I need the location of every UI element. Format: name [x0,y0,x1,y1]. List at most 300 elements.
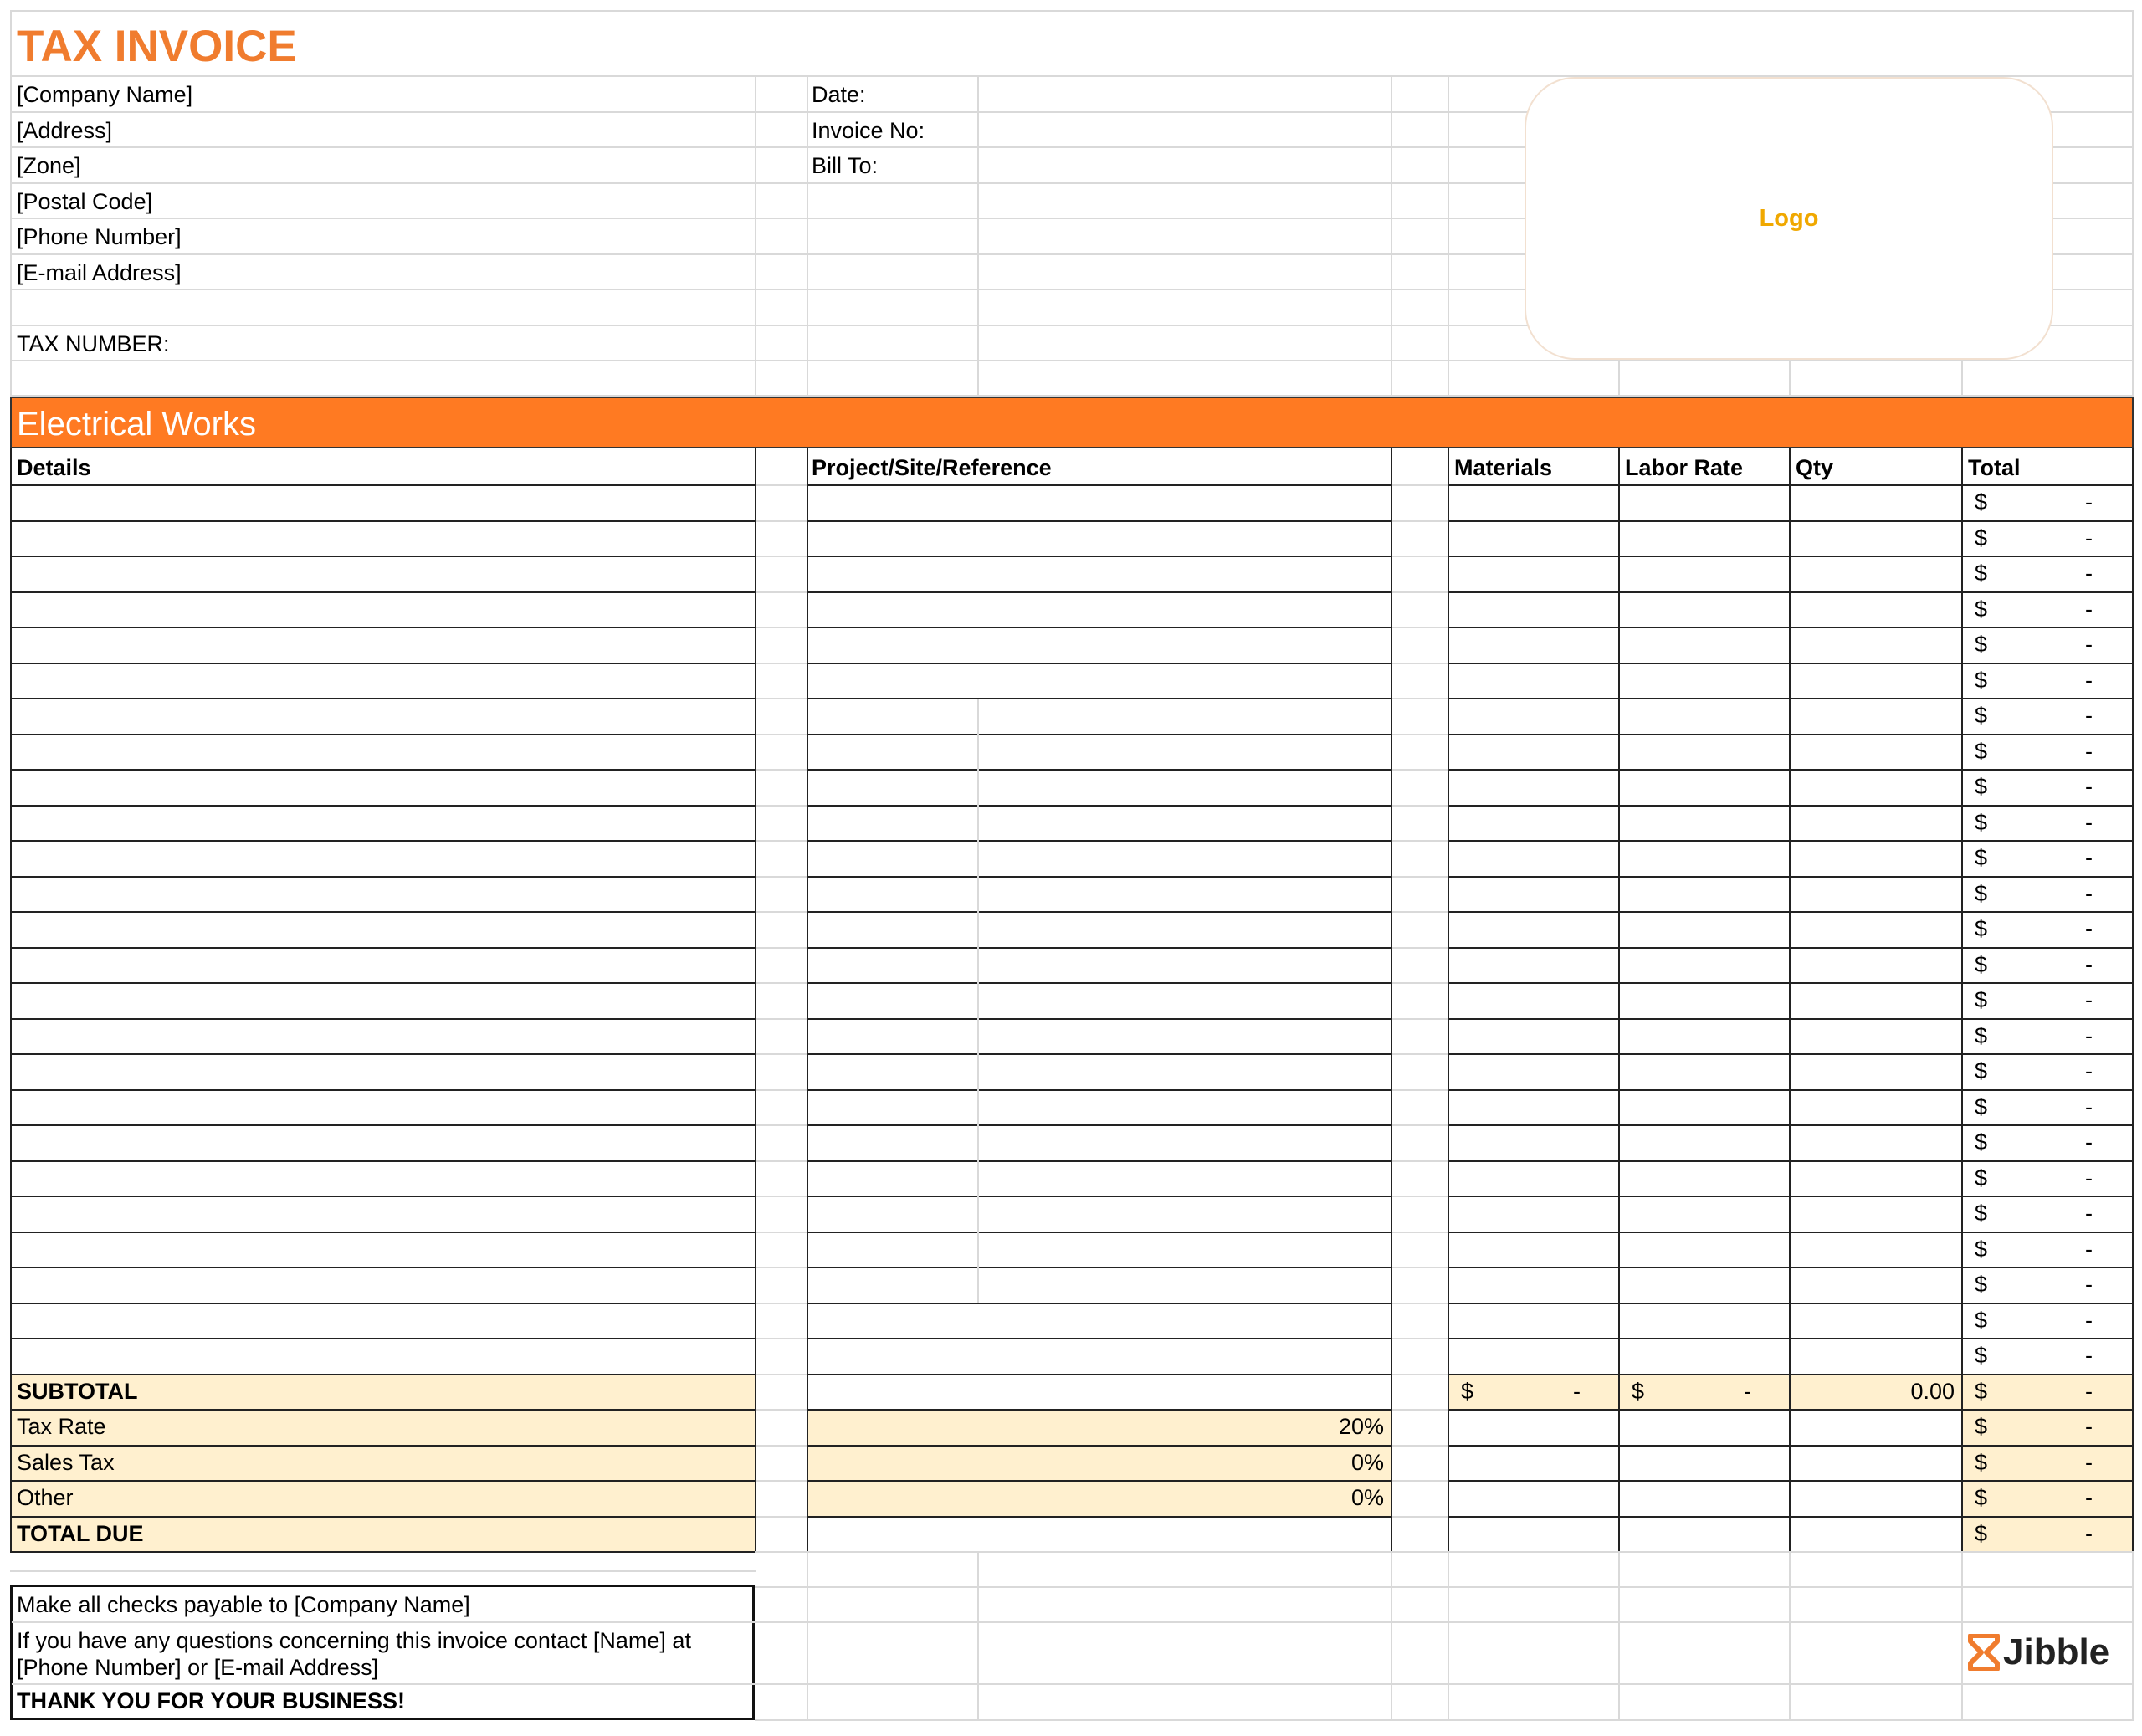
header-grid-col [1448,75,1449,395]
column-header-materials: Materials [1454,455,1553,480]
other-total-value: - [2085,1485,2093,1510]
qty-cell[interactable] [1791,664,1960,698]
materials-cell[interactable] [1449,699,1617,733]
other-total-currency: $ [1975,1485,1988,1510]
materials-cell[interactable] [1449,735,1617,769]
qty-cell[interactable] [1791,1304,1960,1338]
labor-rate-cell[interactable] [1620,486,1787,520]
gap-grid-line [755,1196,808,1197]
project-cell[interactable] [808,878,1389,911]
materials-cell[interactable] [1449,771,1617,804]
row-total-currency: $ [1975,1058,1988,1083]
qty-cell[interactable] [1791,1162,1960,1196]
gap-grid-line [1391,1409,1449,1411]
row-total-currency: $ [1975,668,1988,693]
project-cell[interactable] [808,1162,1389,1196]
qty-cell[interactable] [1791,735,1960,769]
other-label: Other [17,1485,74,1510]
materials-cell[interactable] [1449,1020,1617,1053]
labor-rate-cell[interactable] [1620,664,1787,698]
details-cell[interactable] [12,628,753,662]
sales-tax-total-value: - [2085,1450,2093,1475]
footer-grid-col [1391,1552,1392,1719]
hourglass-icon [1968,1634,2000,1671]
table-col-line [1961,448,1963,1552]
qty-cell[interactable] [1791,1126,1960,1160]
labor-rate-cell[interactable] [1620,949,1787,982]
materials-cell[interactable] [1449,878,1617,911]
details-cell[interactable] [12,842,753,875]
header-grid-col [2132,10,2134,395]
table-row-line [10,1445,756,1447]
row-total-value: - [2085,774,2093,799]
subtotal-total-value: - [2085,1379,2093,1404]
bill-to-label: Bill To: [812,153,879,178]
row-total-value: - [2085,1272,2093,1297]
qty-cell[interactable] [1791,984,1960,1017]
labor-rate-cell[interactable] [1620,1233,1787,1267]
materials-cell[interactable] [1449,1162,1617,1196]
gap-grid-line [1391,769,1449,771]
qty-cell[interactable] [1791,913,1960,946]
qty-cell[interactable] [1791,593,1960,627]
project-cell[interactable] [808,1055,1389,1088]
details-cell[interactable] [12,1268,753,1302]
details-cell[interactable] [12,913,753,946]
materials-cell[interactable] [1449,486,1617,520]
qty-cell[interactable] [1791,1091,1960,1124]
row-total-value: - [2085,1094,2093,1119]
table-col-line [2132,448,2134,1552]
qty-cell[interactable] [1791,771,1960,804]
company-zone[interactable]: [Zone] [17,153,81,178]
project-cell[interactable] [808,699,1389,733]
row-total-value: - [2085,1129,2093,1155]
company-phone[interactable]: [Phone Number] [17,224,182,249]
total-due-value: - [2085,1521,2093,1546]
gap-grid-line [755,556,808,557]
gap-grid-line [755,1232,808,1233]
details-cell[interactable] [12,807,753,840]
gap-grid-line [1391,1480,1449,1482]
subtotal-label: SUBTOTAL [17,1379,138,1404]
qty-cell[interactable] [1791,557,1960,591]
details-cell[interactable] [12,949,753,982]
row-total-value: - [2085,561,2093,586]
subtotal-materials-currency: $ [1461,1379,1474,1404]
qty-cell[interactable] [1791,842,1960,875]
gap-grid-line [1391,876,1449,878]
labor-rate-cell[interactable] [1620,1091,1787,1124]
qty-cell[interactable] [1791,1339,1960,1373]
gap-grid-line [1391,663,1449,664]
row-total-value: - [2085,881,2093,906]
project-cell[interactable] [808,1233,1389,1267]
row-total-currency: $ [1975,1094,1988,1119]
gap-grid-line [755,1267,808,1268]
gap-grid-line [755,627,808,628]
gap-grid-line [1391,1303,1449,1304]
details-cell[interactable] [12,878,753,911]
details-cell[interactable] [12,984,753,1017]
column-header-total: Total [1968,455,2021,480]
materials-cell[interactable] [1449,842,1617,875]
row-total-currency: $ [1975,1165,1988,1191]
gap-grid-line [755,698,808,699]
section-banner [10,397,2134,448]
subtotal-labor-currency: $ [1632,1379,1645,1404]
gap-grid-line [1391,520,1449,522]
row-total-currency: $ [1975,810,1988,835]
row-total-currency: $ [1975,1308,1988,1333]
materials-cell[interactable] [1449,557,1617,591]
qty-cell[interactable] [1791,522,1960,556]
footer-grid-col [977,1552,979,1719]
qty-cell[interactable] [1791,1268,1960,1302]
materials-cell[interactable] [1449,664,1617,698]
gap-grid-line [755,1124,808,1126]
row-total-currency: $ [1975,1129,1988,1155]
table-col-line [1391,448,1392,1552]
labor-rate-cell[interactable] [1620,557,1787,591]
subtotal-labor-value: - [1744,1379,1751,1404]
gap-grid-line [755,982,808,984]
row-total-currency: $ [1975,703,1988,728]
row-total-value: - [2085,987,2093,1012]
row-total-value: - [2085,916,2093,941]
company-email[interactable]: [E-mail Address] [17,260,182,285]
row-total-value: - [2085,810,2093,835]
gap-grid-line [1391,1374,1449,1375]
qty-cell[interactable] [1791,949,1960,982]
row-total-currency: $ [1975,916,1988,941]
company-address[interactable]: [Address] [17,118,113,143]
footer-grid-row [755,1621,2134,1623]
total-due-label: TOTAL DUE [17,1521,144,1546]
details-cell[interactable] [12,522,753,556]
gap-grid-line [755,1374,808,1375]
jibble-logo [1968,1631,2109,1673]
project-cell[interactable] [808,1126,1389,1160]
project-cell[interactable] [808,486,1389,520]
materials-cell[interactable] [1449,913,1617,946]
footer-grid-col [1448,1552,1449,1719]
table-row-line [10,1409,756,1411]
row-total-value: - [2085,1237,2093,1262]
gap-grid-line [755,520,808,522]
header-grid-row [10,360,2134,361]
table-row-line [807,1374,1392,1375]
gap-grid-line [755,484,808,486]
project-cell[interactable] [808,664,1389,698]
footer-grid-col [1789,1552,1791,1719]
date-label: Date: [812,82,866,107]
header-grid-col [807,75,808,395]
labor-rate-cell[interactable] [1620,878,1787,911]
labor-rate-cell[interactable] [1620,699,1787,733]
details-cell[interactable] [12,486,753,520]
footer-grid-col [2132,1552,2134,1719]
footer-grid-col [1618,1552,1620,1719]
sales-tax-label: Sales Tax [17,1450,115,1475]
labor-rate-cell[interactable] [1620,807,1787,840]
subtotal-materials-value: - [1573,1379,1581,1404]
materials-cell[interactable] [1449,949,1617,982]
logo-placeholder[interactable] [1525,77,2053,360]
labor-rate-cell[interactable] [1620,1162,1787,1196]
gap-grid-line [1391,484,1449,486]
qty-cell[interactable] [1791,878,1960,911]
row-total-currency: $ [1975,525,1988,551]
tax-rate-label: Tax Rate [17,1414,106,1439]
section-title: Electrical Works [17,406,256,443]
invoice-no-label: Invoice No: [812,118,925,143]
thank-you-text: THANK YOU FOR YOUR BUSINESS! [17,1688,406,1713]
row-total-currency: $ [1975,881,1988,906]
details-cell[interactable] [12,1126,753,1160]
details-cell[interactable] [12,1020,753,1053]
logo-text: Logo [1759,204,1819,232]
row-total-value: - [2085,1308,2093,1333]
gap-grid-line [755,663,808,664]
row-total-value: - [2085,1058,2093,1083]
row-total-value: - [2085,525,2093,551]
details-cell[interactable] [12,699,753,733]
footer-grid-col [807,1552,808,1719]
questions-text-line1: If you have any questions concerning this invoice contact [Name] at [17,1628,691,1653]
row-total-currency: $ [1975,597,1988,622]
materials-cell[interactable] [1449,1233,1617,1267]
row-total-value: - [2085,1343,2093,1368]
qty-cell[interactable] [1791,628,1960,662]
table-row-line [807,1516,1392,1518]
column-header-labor-rate: Labor Rate [1625,455,1744,480]
row-total-value: - [2085,739,2093,764]
gap-grid-line [1391,1053,1449,1055]
row-total-currency: $ [1975,489,1988,515]
company-postal-code[interactable]: [Postal Code] [17,189,153,214]
materials-cell[interactable] [1449,522,1617,556]
gap-grid-line [1391,1516,1449,1518]
gap-grid-line [1391,947,1449,949]
project-cell[interactable] [808,1197,1389,1231]
gap-grid-line [1391,627,1449,628]
details-cell[interactable] [12,1162,753,1196]
details-cell[interactable] [12,771,753,804]
labor-rate-cell[interactable] [1620,1339,1787,1373]
qty-cell[interactable] [1791,486,1960,520]
gap-grid-line [755,1338,808,1339]
gap-grid-line [1391,1196,1449,1197]
gap-grid-line [1391,805,1449,807]
materials-cell[interactable] [1449,1268,1617,1302]
row-total-currency: $ [1975,1023,1988,1048]
row-total-currency: $ [1975,739,1988,764]
sales-tax-value: 0% [1350,1450,1384,1475]
gap-grid-line [1391,1232,1449,1233]
gap-grid-line [755,1303,808,1304]
project-cell[interactable] [808,1304,1389,1338]
gap-grid-line [755,1445,808,1447]
gap-grid-line [755,876,808,878]
gap-grid-line [755,1409,808,1411]
materials-cell[interactable] [1449,1126,1617,1160]
project-cell[interactable] [808,522,1389,556]
project-cell[interactable] [808,913,1389,946]
row-total-currency: $ [1975,952,1988,977]
row-total-currency: $ [1975,774,1988,799]
row-total-value: - [2085,668,2093,693]
labor-rate-cell[interactable] [1620,593,1787,627]
labor-rate-cell[interactable] [1620,1055,1787,1088]
gap-grid-line [1391,1445,1449,1447]
details-cell[interactable] [12,1304,753,1338]
labor-rate-cell[interactable] [1620,628,1787,662]
questions-text-line2: [Phone Number] or [E-mail Address] [17,1655,379,1680]
footer-grid-row [755,1551,2134,1553]
project-cell[interactable] [808,1020,1389,1053]
details-cell[interactable] [12,1197,753,1231]
gap-grid-line [755,911,808,913]
details-cell[interactable] [12,664,753,698]
details-cell[interactable] [12,735,753,769]
gap-grid-line [755,1160,808,1162]
row-total-currency: $ [1975,1237,1988,1262]
row-total-value: - [2085,845,2093,870]
footer-grid-row [755,1586,2134,1588]
tax-rate-total-value: - [2085,1414,2093,1439]
gap-grid-line [1391,1018,1449,1020]
materials-cell[interactable] [1449,628,1617,662]
qty-cell[interactable] [1791,1233,1960,1267]
labor-rate-cell[interactable] [1620,1197,1787,1231]
project-cell[interactable] [808,557,1389,591]
labor-rate-cell[interactable] [1620,522,1787,556]
qty-cell[interactable] [1791,807,1960,840]
labor-rate-cell[interactable] [1620,1268,1787,1302]
gap-grid-line [755,1480,808,1482]
table-row-line [1448,1480,2134,1482]
details-cell[interactable] [12,1339,753,1373]
tax-number-label: TAX NUMBER: [17,331,170,356]
gap-grid-line [755,1053,808,1055]
row-total-currency: $ [1975,987,1988,1012]
details-cell[interactable] [12,1233,753,1267]
footer-grid-row [755,1719,2134,1721]
tax-rate-total-currency: $ [1975,1414,1988,1439]
materials-cell[interactable] [1449,1339,1617,1373]
details-cell[interactable] [12,593,753,627]
qty-cell[interactable] [1791,1020,1960,1053]
labor-rate-cell[interactable] [1620,842,1787,875]
header-grid-col [977,75,979,395]
project-cell[interactable] [808,984,1389,1017]
project-cell[interactable] [808,771,1389,804]
row-total-currency: $ [1975,1272,1988,1297]
materials-cell[interactable] [1449,984,1617,1017]
column-header-qty: Qty [1796,455,1834,480]
project-cell[interactable] [808,1091,1389,1124]
table-row-line [1448,1409,2134,1411]
row-total-value: - [2085,1023,2093,1048]
header-grid-row [10,10,2134,12]
table-row-line [10,1480,756,1482]
qty-cell[interactable] [1791,699,1960,733]
row-total-currency: $ [1975,845,1988,870]
gap-grid-line [1391,911,1449,913]
row-total-value: - [2085,597,2093,622]
materials-cell[interactable] [1449,1055,1617,1088]
gap-grid-line [755,769,808,771]
gap-grid-line [755,734,808,735]
footer-grid-col [1961,1552,1963,1719]
labor-rate-cell[interactable] [1620,735,1787,769]
tax-rate-value: 20% [1338,1414,1384,1439]
materials-cell[interactable] [1449,807,1617,840]
gap-grid-line [1391,1089,1449,1091]
labor-rate-cell[interactable] [1620,1020,1787,1053]
qty-cell[interactable] [1791,1197,1960,1231]
gap-grid-line [1391,698,1449,699]
project-cell[interactable] [808,1268,1389,1302]
gap-grid-line [1391,556,1449,557]
gap-grid-line [1391,734,1449,735]
company-name[interactable]: [Company Name] [17,82,193,107]
footer-grid-row [755,1683,2134,1685]
row-total-value: - [2085,632,2093,657]
labor-rate-cell[interactable] [1620,913,1787,946]
project-cell[interactable] [808,735,1389,769]
materials-cell[interactable] [1449,1197,1617,1231]
table-row-line [10,1551,756,1553]
materials-cell[interactable] [1449,1304,1617,1338]
gap-grid-line [755,1516,808,1518]
subtotal-total-currency: $ [1975,1379,1988,1404]
row-total-value: - [2085,1165,2093,1191]
header-grid-col [1391,75,1392,395]
project-cell[interactable] [808,1339,1389,1373]
gap-grid-line [1391,982,1449,984]
row-total-currency: $ [1975,1201,1988,1226]
other-value: 0% [1350,1485,1384,1510]
project-cell[interactable] [808,628,1389,662]
row-total-currency: $ [1975,1343,1988,1368]
labor-rate-cell[interactable] [1620,771,1787,804]
gap-grid-line [755,1018,808,1020]
project-cell[interactable] [808,949,1389,982]
materials-cell[interactable] [1449,1091,1617,1124]
header-grid-col [10,10,12,395]
row-total-currency: $ [1975,561,1988,586]
materials-cell[interactable] [1449,593,1617,627]
qty-cell[interactable] [1791,1055,1960,1088]
project-cell[interactable] [808,593,1389,627]
labor-rate-cell[interactable] [1620,984,1787,1017]
labor-rate-cell[interactable] [1620,1304,1787,1338]
checks-payable-text: Make all checks payable to [Company Name] [17,1592,470,1617]
gap-grid-line [1391,1124,1449,1126]
project-cell[interactable] [808,807,1389,840]
table-row-line [1448,1516,2134,1518]
details-cell[interactable] [12,557,753,591]
details-cell[interactable] [12,1091,753,1124]
gap-grid-line [1391,591,1449,593]
row-total-value: - [2085,952,2093,977]
table-row-line [1448,1445,2134,1447]
labor-rate-cell[interactable] [1620,1126,1787,1160]
project-cell[interactable] [808,842,1389,875]
details-cell[interactable] [12,1055,753,1088]
